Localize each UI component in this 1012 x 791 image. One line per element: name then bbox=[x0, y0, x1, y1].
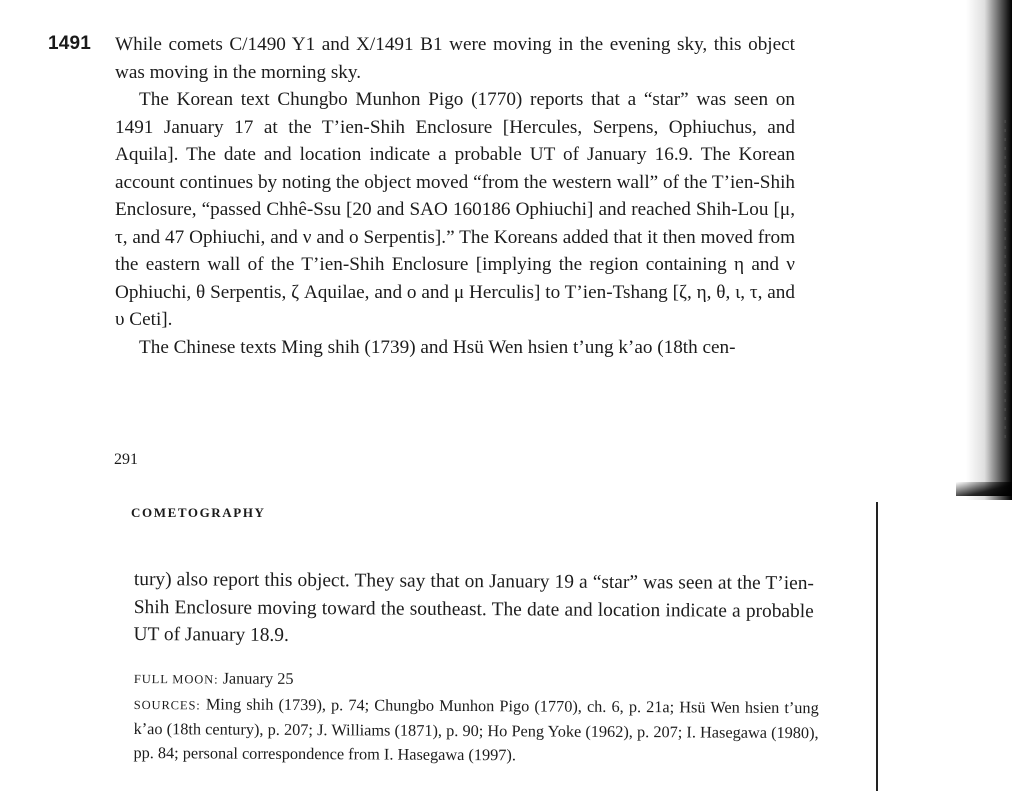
bottom-text-block bbox=[133, 566, 813, 653]
paragraph-1: While comets C/1490 Y1 and X/1491 B1 were moving in the evening sky, this object was moving in the morning sky. bbox=[115, 34, 795, 83]
top-text-block bbox=[115, 31, 795, 361]
scan-edge-marks bbox=[1004, 120, 1006, 440]
paragraph-2: The Korean text Chungbo Munhon Pigo (1770) reports that a “star” was seen on 1491 January 17 at the T’ien-Shih Enclosure [Hercules, Serpens, Ophiuchus, and Aquila]. The date and location indicate a probable UT of January 16.9. The Korean account continues by noting the object moved “from the western wall” of the T’ien-Shih Enclosure, “passed Chhê-Ssu [20 and SAO 160186 Ophiuchi] and reached Shih-Lou [μ, τ, and 47 Ophiuchi, and ν and ο Serpentis].” The Koreans added that it then moved from the eastern wall of the T’ien-Shih Enclosure [implying the region containing η and ν Ophiuchi, θ Serpentis, ζ Aquilae, and ο and μ Herculis] to T’ien-Tshang [ζ, η, θ, ι, τ, and υ Ceti]. bbox=[115, 89, 795, 330]
page-number: 291 bbox=[114, 451, 138, 468]
running-head: COMETOGRAPHY bbox=[131, 505, 266, 520]
sources-label: SOURCES: bbox=[133, 697, 201, 712]
paragraph-3: The Chinese texts Ming shih (1739) and Hsü Wen hsien t’ung k’ao (18th cen- bbox=[139, 336, 736, 358]
binding-edge bbox=[956, 482, 1012, 496]
full-moon-line bbox=[134, 666, 819, 696]
year-label: 1491 bbox=[48, 33, 92, 54]
sources-text: Ming shih (1739), p. 74; Chungbo Munhon Pigo (1770), ch. 6, p. 21a; Hsü Wen hsien t’ung k’ao (18th century), p. 207; J. Williams (1871), p. 90; Ho Peng Yoke (1962), p. 207; I. Hasegawa (1980), pp. 84; personal correspondence from I. Hasegawa (1997). bbox=[133, 693, 819, 764]
full-moon-label: FULL MOON: bbox=[133, 671, 219, 687]
full-moon-value: January 25 bbox=[222, 668, 294, 688]
continued-paragraph: tury) also report this object. They say that on January 19 a “star” was seen at the T’ien-Shih Enclosure moving toward the southeast. The date and location indicate a probable UT of January 18.9. bbox=[133, 568, 814, 647]
page-edge-line bbox=[876, 502, 878, 791]
notes-block bbox=[133, 666, 819, 768]
sources-line bbox=[133, 691, 818, 768]
